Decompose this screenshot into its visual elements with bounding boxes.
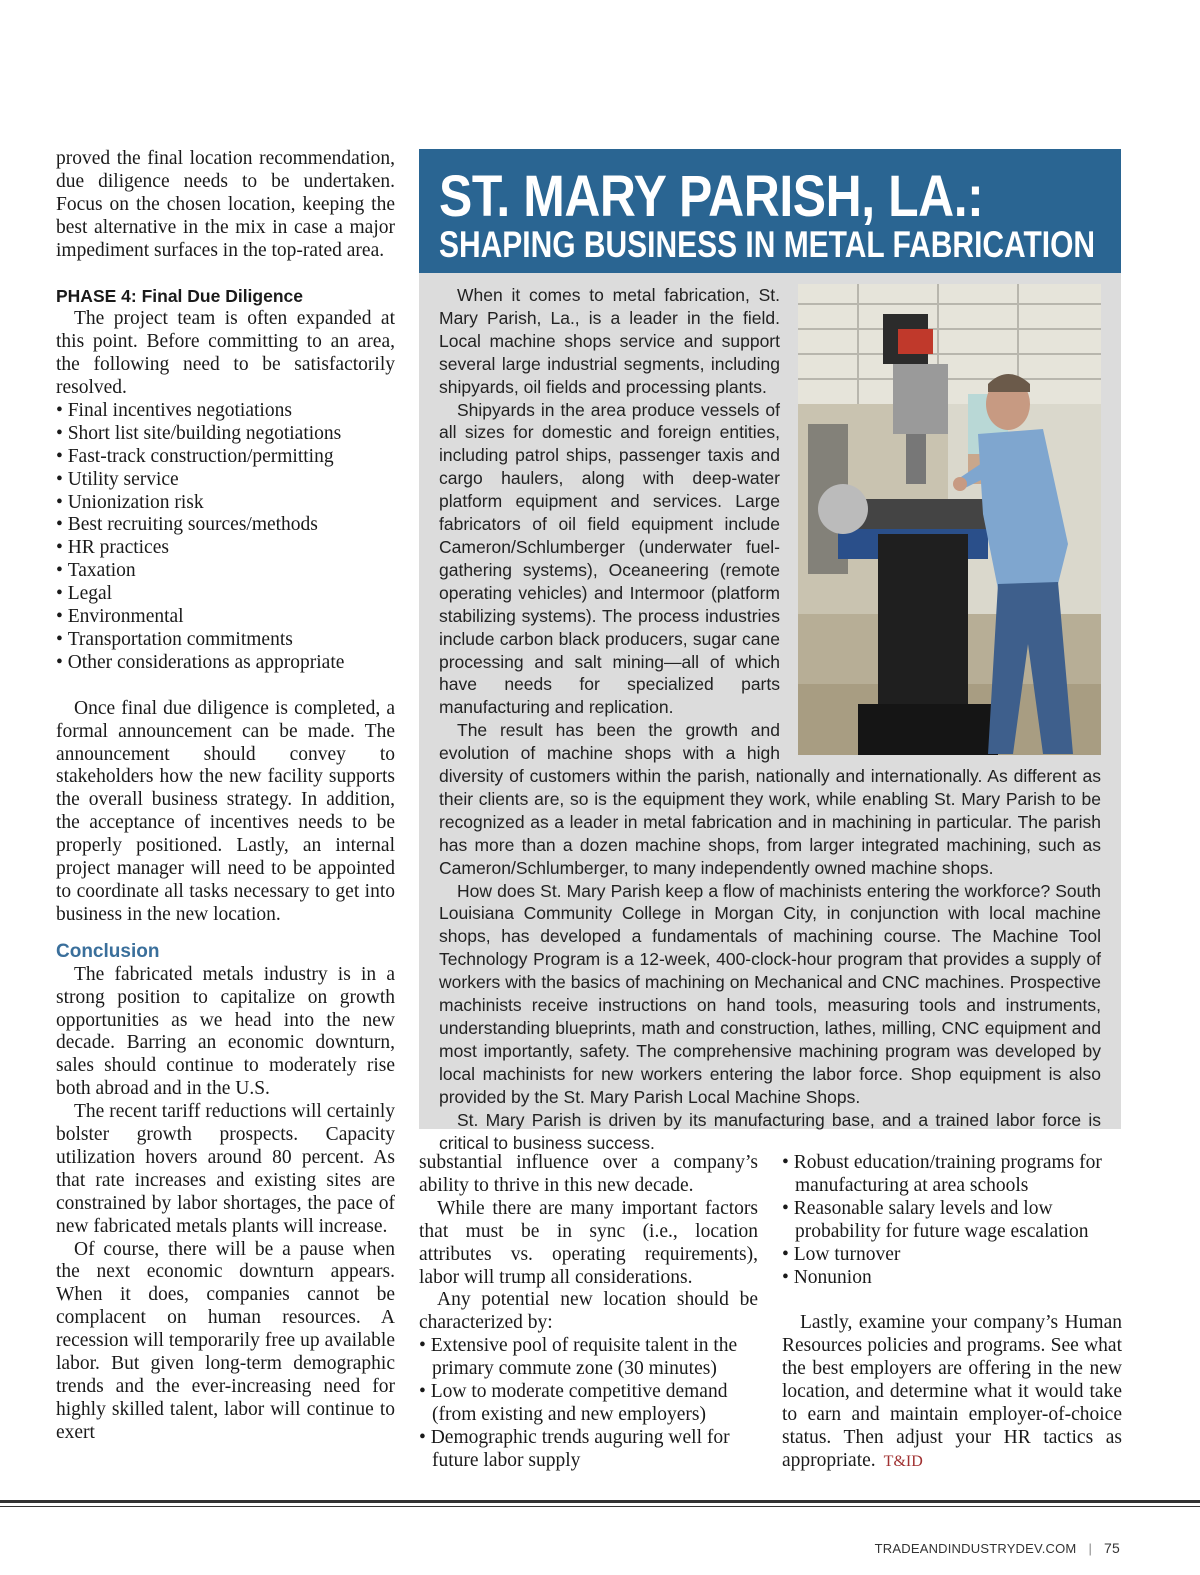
sidebar-banner	[419, 149, 1121, 273]
end-mark: T&ID	[883, 1452, 923, 1470]
page-footer	[875, 1540, 1120, 1556]
sidebar-paragraph-5: St. Mary Parish is driven by its manufacturing base, and a trained labor force is critical to business success.	[439, 1109, 1101, 1153]
location-criteria-list	[419, 1335, 758, 1472]
closing-paragraph	[782, 1312, 1122, 1473]
sidebar-paragraph-2: Shipyards in the area produce vessels of all sizes for domestic and foreign entities, including patrol ships, passenger taxis and cargo haulers, along with deep-water platform equipment and services. Large fabricators of oil field equipment include Cameron/Schlumberger (underwater fuel-gathering systems), Oceaneering (remote operating vehicles) and Intermoor (platform stabilizing systems). The process industries include carbon black producers, sugar cane processing and salt mining—all of which have needs for specialized parts manufacturing and replication.	[439, 399, 780, 718]
location-criteria-list-continued	[782, 1152, 1122, 1289]
list-item: • Taxation	[56, 560, 395, 583]
conclusion-paragraph-1: The fabricated metals industry is in a strong position to capitalize on growth opportunities as we head into the new decade. Barring an economic downturn, sales should continue to moderately rise both abroad and in the U.S.	[56, 963, 395, 1100]
announcement-paragraph: Once final due diligence is completed, a formal announcement can be made. The announcement should convey to stakeholders how the new facility supports the overall business strategy. In addition, the acceptance of incentives needs to be properly positioned. Lastly, an internal project manager will need to be appointed to coordinate all tasks necessary to get into business in the new location.	[56, 697, 395, 925]
list-item: • Environmental	[56, 606, 395, 629]
left-column	[56, 148, 395, 1445]
conclusion-paragraph-3: Of course, there will be a pause when the next economic downturn appears. When it does, companies cannot be complacent on human resources. A recession will temporarily free up available labor. But given long-term demographic trends and the ever-increasing need for highly skilled talent, labor will continue to exert	[56, 1238, 395, 1443]
sidebar-paragraph-1: When it comes to metal fabrication, St. Mary Parish, La., is a leader in the field. Local machine shops service and support several large industrial segments, including shipyards, oil fields and processing plants.	[439, 285, 780, 397]
sidebar-body	[439, 284, 1101, 1154]
list-item: • Transportation commitments	[56, 629, 395, 652]
list-item: • HR practices	[56, 537, 395, 560]
footer-separator: |	[1088, 1541, 1093, 1556]
middle-paragraph-2: While there are many important factors that must be in sync (i.e., location attributes vs. operating requirements), labor will trump all considerations.	[419, 1197, 758, 1288]
sidebar-box	[419, 149, 1121, 1153]
list-item: • Extensive pool of requisite talent in the primary commute zone (30 minutes)	[419, 1335, 758, 1381]
list-item: • Reasonable salary levels and low probability for future wage escalation	[782, 1198, 1122, 1244]
list-item: • Best recruiting sources/methods	[56, 514, 395, 537]
machinist-photo-illustration	[798, 284, 1101, 755]
middle-paragraph-3: Any potential new location should be characterized by:	[419, 1289, 758, 1334]
list-item: • Low turnover	[782, 1244, 1122, 1267]
phase4-paragraph: The project team is often expanded at this point. Before committing to an area, the following need to be satisfactorily resolved.	[56, 308, 395, 399]
list-item: • Low to moderate competitive demand (from existing and new employers)	[419, 1381, 758, 1427]
list-item: • Utility service	[56, 469, 395, 492]
page-number: 75	[1104, 1540, 1120, 1556]
intro-paragraph: proved the final location recommendation, due diligence needs to be undertaken. Focus on the chosen location, keeping the best alternative in the mix in case a major impediment surfaces in the top-rated area.	[56, 148, 395, 261]
footer-rule-thin	[0, 1506, 1200, 1507]
conclusion-heading: Conclusion	[56, 940, 160, 962]
list-item: • Other considerations as appropriate	[56, 652, 395, 675]
list-item: • Fast-track construction/permitting	[56, 446, 395, 469]
right-column	[782, 1152, 1122, 1474]
middle-column	[419, 1152, 758, 1473]
list-item: • Nonunion	[782, 1267, 1122, 1290]
list-item: • Short list site/building negotiations	[56, 423, 395, 446]
list-item: • Unionization risk	[56, 492, 395, 515]
footer-rule	[0, 1500, 1200, 1503]
sidebar-title: ST. MARY PARISH, LA.:	[439, 164, 984, 229]
sidebar-paragraph-4: How does St. Mary Parish keep a flow of machinists entering the workforce? South Louisiana Community College in Morgan City, in conjunction with local machine shops, has developed a fundamentals of machining course. The Machine Tool Technology Program is a 12-week, 400-clock-hour program that provides a supply of workers with the basics of machining on Mechanical and CNC machines. Prospective machinists receive instructions on hand tools, measuring tools and instruments, understanding blueprints, math and construction, lathes, milling, CNC equipment and most importantly, safety. The comprehensive machining program was developed by local machinists for new workers entering the labor force. Shop equipment is also provided by the St. Mary Parish Local Machine Shops.	[439, 880, 1101, 1107]
list-item: • Final incentives negotiations	[56, 400, 395, 423]
list-item: • Robust education/training programs for manufacturing at area schools	[782, 1152, 1122, 1198]
list-item: • Legal	[56, 583, 395, 606]
phase4-heading: PHASE 4: Final Due Diligence	[56, 286, 303, 307]
sidebar-paragraph-3: The result has been the growth and evolution of machine shops with a high diversity of customers within the parish, nationally and internationally. As different as their clients are, so is the equipment they work, while enabling St. Mary Parish to be recognized as a leader in metal fabrication and in machining in particular. The parish has more than a dozen machine shops, from larger integrated machining, such as Cameron/Schlumberger, to many independently owned machine shops.	[439, 720, 1101, 878]
list-item: • Demographic trends auguring well for future labor supply	[419, 1427, 758, 1473]
machinist-photo	[798, 284, 1101, 755]
closing-text: Lastly, examine your company’s Human Resources policies and programs. See what the best employers are offering in the new location, and determine what it would take to earn and maintain employer-of-choice status. Then adjust your HR tactics as appropriate.	[782, 1312, 1122, 1471]
sidebar-subtitle: SHAPING BUSINESS IN METAL FABRICATION	[439, 224, 1096, 265]
conclusion-paragraph-2: The recent tariff reductions will certainly bolster growth prospects. Capacity utilization hovers around 80 percent. As that rate increases and existing sites are constrained by labor shortages, the pace of new fabricated metals plants will increase.	[56, 1101, 395, 1237]
middle-paragraph-1: substantial influence over a company’s ability to thrive in this new decade.	[419, 1152, 758, 1196]
phase4-bullet-list	[56, 400, 395, 675]
footer-site: TRADEANDINDUSTRYDEV.COM	[874, 1541, 1077, 1556]
